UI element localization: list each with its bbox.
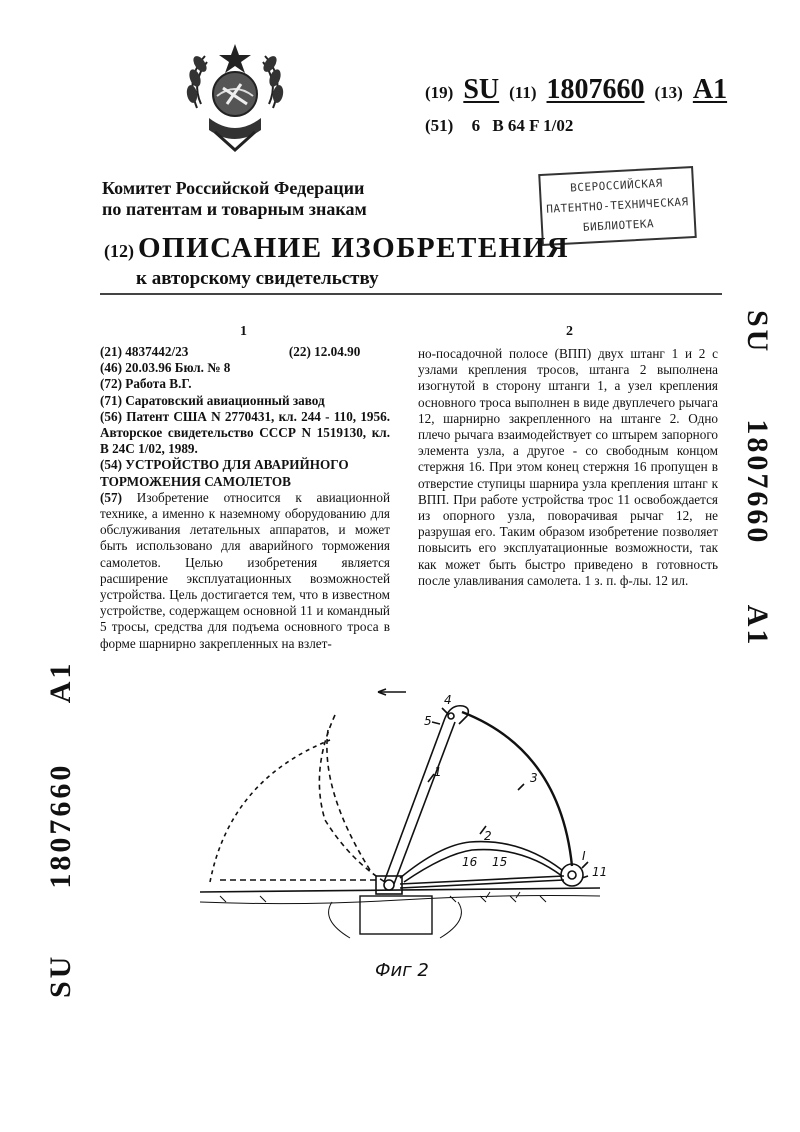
side-right-number: 1807660 [741,419,774,546]
stamp-line-3: БИБЛИОТЕКА [582,217,655,234]
column-number-right: 2 [566,324,573,339]
inventor: Работа В.Г. [125,376,192,392]
stamp-line-1: ВСЕРОССИЙСКАЯ [569,176,664,195]
stamp-line-2: ПАТЕНТНО-ТЕХНИЧЕСКАЯ [545,195,689,216]
ussr-emblem-logo [175,38,295,158]
committee-line-2: по патентам и товарным знакам [102,199,367,219]
field-21-22 [100,344,390,360]
side-number-right-text [740,310,774,647]
side-right-kind: A1 [741,604,774,648]
side-number-left-text [44,661,78,998]
field-71-code: (71) [100,392,122,408]
publication-number-line [425,74,733,106]
side-right-country: SU [741,310,774,355]
side-number-right [738,310,782,648]
field-54-code: (54) [100,457,122,473]
figure-label-3: 3 [530,771,538,785]
figure-label-1: 1 [434,765,442,779]
side-left-kind: A1 [44,660,77,704]
side-left-number: 1807660 [44,762,77,889]
document-subtitle: к авторскому свидетельству [136,268,379,289]
side-left-country: SU [44,953,77,998]
ipc-class: B 64 F 1/02 [492,116,574,135]
code-13: (13) [654,83,683,102]
kind-code: A1 [692,74,728,105]
figure-label-16: 16 [462,855,478,869]
application-number: 4837442/23 [125,344,189,359]
figure-label-15: 15 [492,855,508,869]
field-22-code: (22) [288,344,311,359]
patent-number: 1807660 [546,74,645,105]
field-71 [100,393,390,409]
invention-title: УСТРОЙСТВО ДЛЯ АВАРИЙНОГО ТОРМОЖЕНИЯ САМОЛЕТОВ [100,457,349,489]
title-main: ОПИСАНИЕ ИЗОБРЕТЕНИЯ [138,232,570,264]
committee-line-1: Комитет Российской Федерации [102,178,365,198]
abstract-part-2: но-посадочной полосе (ВПП) двух штанг 1 и 2 с узлами крепления тросов, штанга 2 выполнена изогнутой в сторону штанги 1, а узел крепления основного троса выполнен в виде двуплечего рычага 12, шарнирно закрепленного на штанге 2. Одно плечо рычага взаимодействует со штырем запорного элемента узла, а другое - со свободным концом стержня 16. При этом конец стержня 16 пропущен в отверстие ступицы шарнира узла крепления штанг к ВПП. При работе устройства трос 11 освобождается из опорного узла, поворачивая рычаг 12, не разрушая его. Таким образом изобретение позволяет повысить его эксплуатационные возможности, так как может быть быстро приведено в готовность после улавливания самолета. 1 з. п. ф-лы. 12 ил. [418,346,718,588]
field-56-code: (56) [100,408,122,424]
field-54 [100,457,390,489]
ipc-line [425,116,573,136]
figure-caption: Фиг 2 [375,960,429,981]
code-51: (51) [425,116,454,135]
field-72-code: (72) [100,376,122,392]
figure-label-11: 11 [592,865,608,879]
field-57 [100,490,390,652]
ipc-edition: 6 [471,116,481,135]
side-number-left [40,660,84,1000]
cited-references-1: Патент США N 2770431, кл. 244 - 110, [126,408,357,424]
left-column [100,344,390,652]
filing-date: 12.04.90 [314,344,361,359]
committee-name [102,178,367,220]
cited-references-2: 1956. Авторское свидетельство СССР N 1519130, кл. В 24С 1/02, 1989. [100,408,390,457]
document-title [104,232,569,265]
figure-label-I: I [582,849,586,863]
applicant: Саратовский авиационный завод [125,392,325,408]
field-46-code: (46) [100,360,122,376]
code-19: (19) [425,83,454,102]
field-46 [100,360,390,376]
publication-date: 20.03.96 Бюл. № 8 [125,360,231,376]
figure-2-drawing [200,670,620,955]
field-72 [100,376,390,392]
field-57-code: (57) [100,489,122,505]
column-number-left: 1 [240,324,247,339]
abstract-part-1: Изобретение относится к авиационной технике, а именно к наземному оборудованию для обслуживания летательных аппаратов, и может быть использовано для аварийного торможения самолетов. Целью изобретения является расширение эксплуатационных возможностей устройства. Цель достигается тем, что в известном устройстве, содержащем основной 11 и командный 5 тросы, средства для подъема основного троса в форме шарнирно закрепленных на взлет- [100,489,391,651]
field-21-code: (21) [100,344,122,359]
header-divider [100,293,722,295]
country-code: SU [463,74,500,105]
field-56 [100,409,390,458]
figure-label-5: 5 [424,714,432,728]
title-code: (12) [104,241,134,261]
code-11: (11) [509,83,537,102]
figure-label-4: 4 [444,693,452,707]
figure-label-2: 2 [484,829,492,843]
